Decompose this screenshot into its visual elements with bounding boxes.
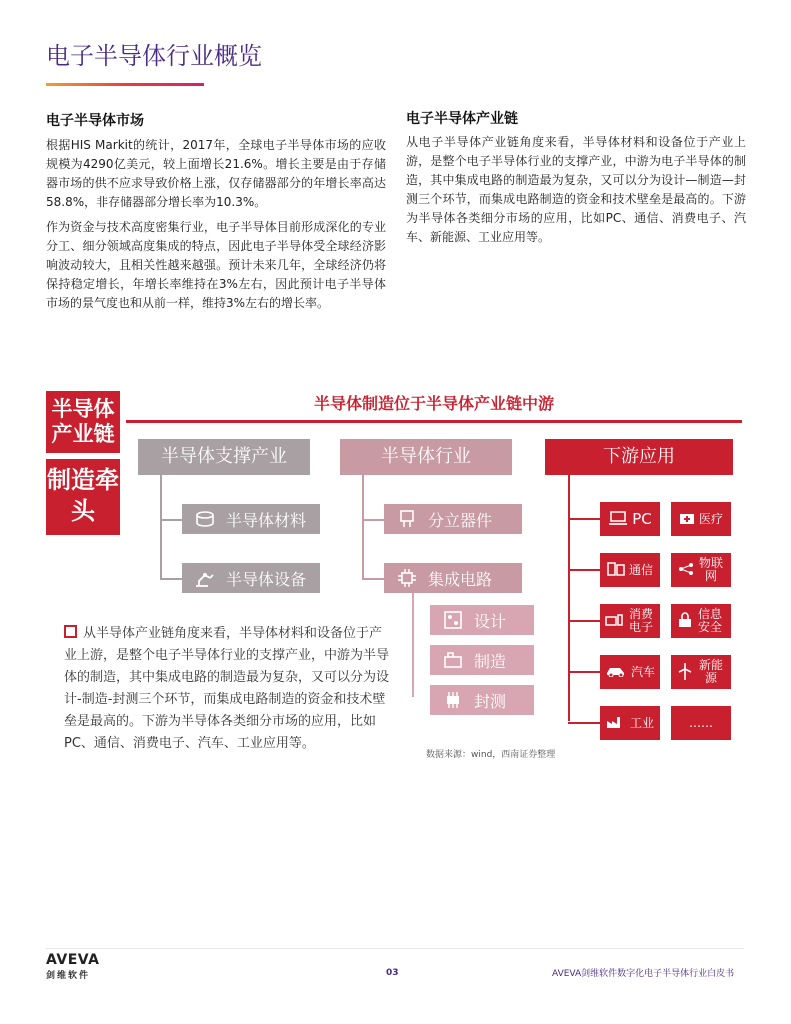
- side-label-industry-chain: 半导体产业链: [46, 391, 120, 453]
- support-item-label: 半导体材料: [226, 510, 307, 530]
- connector-tile: [568, 620, 600, 622]
- laptop-icon: [608, 511, 628, 528]
- car-icon: [605, 665, 627, 680]
- chain-heading: 电子半导体产业链: [406, 111, 518, 127]
- side-label-manufacturing-lead: 制造牵头: [46, 459, 120, 535]
- connector-downstream: [568, 475, 570, 721]
- diagram-note: [64, 623, 394, 755]
- medical-kit-icon: [679, 511, 695, 528]
- devices-icon: [605, 613, 623, 630]
- industry-chain-diagram: [46, 383, 746, 773]
- ic-item-label: 设计: [474, 611, 507, 631]
- footer-divider: [46, 948, 744, 949]
- connector-support-materials: [160, 519, 182, 521]
- connector-industry: [362, 475, 364, 579]
- tile-more: ……: [671, 706, 731, 740]
- robot-arm-icon: [192, 567, 218, 589]
- connector-industry-discrete: [362, 519, 384, 521]
- page-number: 03: [386, 968, 399, 978]
- market-paragraph-2: 作为资金与技术高度密集行业，电子半导体目前形成深化的专业分工、细分领域高度集成的特点，因此电子半导体受全球经济影响波动较大，且相关性越来越强。预计未来几年，全球经济仍将保持稳定增长，年增长率维持在3%左右，因此预计电子半导体市场的景气度也和从前一样，维持3%左右的增长率。: [46, 220, 386, 310]
- connector-tile: [568, 671, 600, 673]
- category-industry: 半导体行业: [340, 439, 512, 475]
- connector-tile: [568, 722, 600, 724]
- support-item-label: 半导体设备: [226, 569, 307, 589]
- chain-paragraph: 从电子半导体产业链角度来看，半导体材料和设备位于产业上游，是整个电子半导体行业的支撑产业，中游为电子半导体的制造，其中集成电路的制造最为复杂，又可以分为设计—制造—封测三个环节，而集成电路制造的资金和技术壁垒是最高的。下游为半导体各类细分市场的应用，比如PC、通信、消费电子、汽车、新能源、工业应用等。: [406, 135, 746, 244]
- diagram-note-text: 从半导体产业链角度来看，半导体材料和设备位于产业上游，是整个电子半导体行业的支撑产业，中游为半导体的制造，其中集成电路的制造最为复杂，又可以分为设计-制造-封测三个环节，而集成电路制造的资金和技术壁垒是最高的。下游为半导体各类细分市场的应用，比如PC、通信、消费电子、汽车、工业应用等。: [64, 626, 390, 751]
- connector-support: [160, 475, 162, 579]
- tile-medical: 医疗: [671, 502, 731, 536]
- industry-item-discrete: [384, 504, 522, 534]
- tile-industrial: 工业: [600, 706, 660, 740]
- industry-item-label: 分立器件: [428, 510, 493, 530]
- tile-pc: PC: [600, 502, 660, 536]
- design-board-icon: [440, 609, 466, 631]
- banner-divider: [126, 420, 742, 423]
- wafer-icon: [192, 508, 218, 530]
- industry-item-label: 集成电路: [428, 569, 493, 589]
- phone-icon: [607, 562, 625, 579]
- wind-turbine-icon: [677, 662, 693, 683]
- market-paragraph-1: 根据HIS Markit的统计，2017年，全球电子半导体市场的应收规模为4290亿美元，较上面增长21.6%。增长主要是由于存储器市场的供不应求导致价格上涨，仅存储器部分的年增长率高达58.8%，非存储器部分增长率为10.3%。: [46, 138, 386, 209]
- footer-title: AVEVA剑维软件数字化电子半导体行业白皮书: [552, 969, 735, 979]
- aveva-logo: [46, 952, 100, 981]
- component-icon: [394, 508, 420, 530]
- ic-item-manufacturing: [430, 645, 534, 675]
- connector-support-equipment: [160, 578, 182, 580]
- page-title: 电子半导体行业概览: [46, 42, 262, 70]
- industry-item-ic: [384, 563, 522, 593]
- logo-name: AVEVA: [46, 952, 100, 968]
- connector-tile: [568, 569, 600, 571]
- connector-tile: [568, 518, 600, 520]
- bullet-square: [64, 625, 77, 638]
- tile-new-energy: 新能源: [671, 655, 731, 689]
- support-item-materials: [182, 504, 320, 534]
- connector-ic: [412, 593, 414, 697]
- connector-industry-ic: [362, 578, 384, 580]
- package-chip-icon: [440, 689, 466, 711]
- category-downstream: 下游应用: [545, 439, 733, 475]
- logo-subtitle: 剑维软件: [46, 971, 91, 981]
- diagram-banner: 半导体制造位于半导体产业链中游: [313, 394, 554, 413]
- ic-item-packaging: [430, 685, 534, 715]
- ic-item-label: 封测: [474, 691, 507, 711]
- category-support: 半导体支撑产业: [138, 439, 310, 475]
- tile-consumer-electronics: 消费电子: [600, 604, 660, 638]
- diagram-source: 数据来源：wind，西南证券整理: [426, 750, 556, 760]
- market-heading: 电子半导体市场: [46, 113, 144, 129]
- machine-icon: [440, 649, 466, 671]
- tile-communication: 通信: [600, 553, 660, 587]
- factory-icon: [606, 715, 626, 732]
- tile-information-security: 信息安全: [671, 604, 731, 638]
- tile-iot: 物联网: [671, 553, 731, 587]
- tile-automotive: 汽车: [600, 655, 660, 689]
- ic-item-design: [430, 605, 534, 635]
- support-item-equipment: [182, 563, 320, 593]
- ic-item-label: 制造: [474, 651, 507, 671]
- network-icon: [678, 562, 694, 579]
- lock-icon: [678, 612, 692, 631]
- title-underline: [46, 83, 204, 86]
- chip-icon: [394, 567, 420, 589]
